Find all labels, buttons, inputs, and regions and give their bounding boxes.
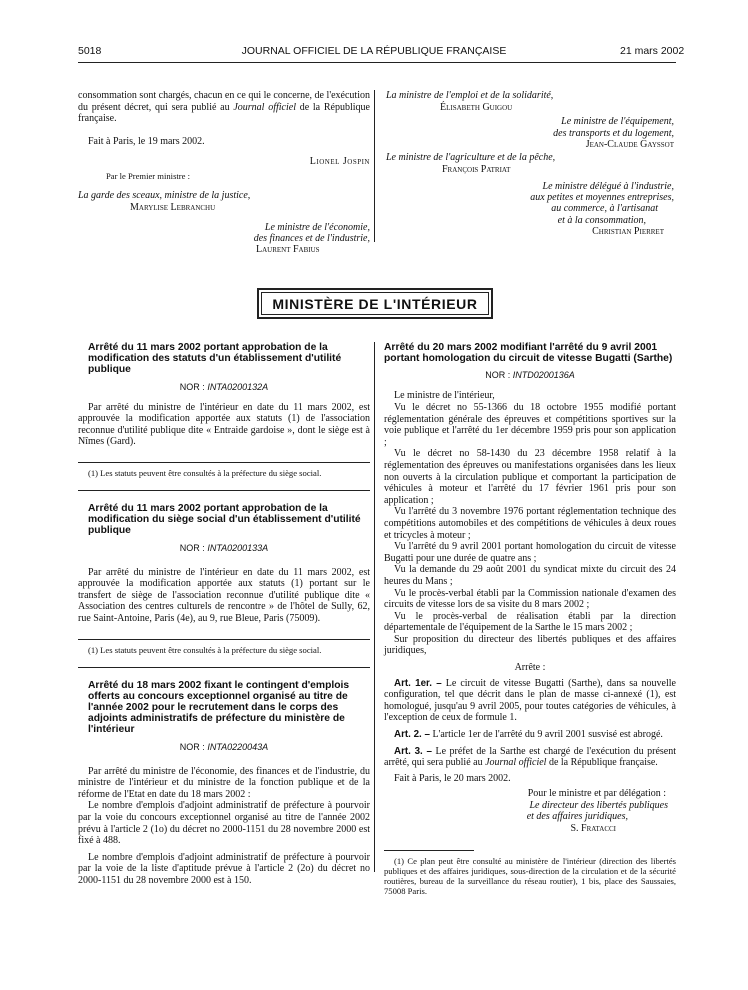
bugatti-vu-6: Vu le procès-verbal établi par la Commission nationale d'examen des circuits de vitesse lors de sa visite du 8 mars 2002 ; — [384, 587, 676, 611]
eco-name: Laurent Fabius — [256, 244, 320, 256]
bugatti-art-3: Art. 3. – Le préfet de la Sarthe est chargé de l'exécution du présent arrêté, qui sera publié au Journal officiel de la République française. — [384, 745, 677, 769]
emploi-name: Élisabeth Guigou — [440, 101, 513, 113]
bugatti-sig-3: et des affaires juridiques, — [526, 811, 628, 823]
bugatti-sig-2: Le directeur des libertés publiques — [529, 799, 668, 811]
arrete-1-text: Par arrêté du ministre de l'intérieur en date du 11 mars 2002, est approuvée la modification apportée aux statuts (1) de l'association reconnue d'utilité publique dite « Entraide gardoise », dont le siège est à Nîmes (Gard). — [78, 401, 370, 448]
arrete-3-text-3: Le nombre d'emplois d'adjoint administratif de préfecture à pourvoir par la voie de la liste d'aptitude prévue à l'article 2 (2o) du décret no 2000-1151 du 28 novembre 2000 est à 150. — [78, 851, 370, 886]
bugatti-vu-2: Vu le décret no 58-1430 du 23 décembre 1958 relatif à la réglementation des épreuves ou manifestations organisées dans les lieux non ouverts à la circulation publique et comportant la participation de véhicules à moteur et l'arrêté du 17 février 1961 pris pour son application ; — [384, 448, 676, 506]
bugatti-ministre: Le ministre de l'intérieur, — [394, 390, 495, 402]
bugatti-proposition: Sur proposition du directeur des libertés publiques et des affaires juridiques, — [384, 633, 676, 657]
header-date: 21 mars 2002 — [620, 45, 685, 57]
bugatti-arrete: Arrête : — [514, 662, 546, 674]
arrete-3-title: Arrêté du 18 mars 2002 fixant le contingent d'emplois offerts au concours exceptionnel organisé au titre de l'année 2002 pour le recrutement dans le corps des adjoints administratifs de préfecture du ministère de l'intérieur — [88, 679, 350, 736]
indus-title-3: au commerce, à l'artisanat — [551, 203, 658, 215]
arrete-bugatti-nor: NOR : INTD0200136A — [485, 370, 575, 381]
arrete-3-top-separator — [78, 667, 370, 668]
bugatti-vu-5: Vu la demande du 29 août 2001 du syndicat mixte du circuit des 24 heures du Mans ; — [384, 564, 676, 587]
bugatti-vu-1: Vu le décret no 55-1366 du 18 octobre 1955 modifié portant réglementation générale des épreuves et compétitions sportives sur la voie publique et l'arrêté du 1er décembre 1959 pris pour son application ; — [384, 402, 676, 448]
bugatti-vu-3: Vu l'arrêté du 3 novembre 1976 portant réglementation technique des compétitions automobiles et des compétitions de véhicules à deux roues et tricycles à moteur ; — [384, 506, 676, 541]
par-premier-ministre: Par le Premier ministre : — [106, 170, 191, 181]
arrete-2-nor: NOR : INTA0200133A — [179, 542, 269, 553]
arrete-2-title: Arrêté du 11 mars 2002 portant approbation de la modification du siège social d'un établissement d'utilité publique — [88, 502, 361, 537]
bugatti-footnote-rule — [384, 850, 474, 851]
journal-title: JOURNAL OFFICIEL DE LA RÉPUBLIQUE FRANÇAISE — [241, 45, 507, 57]
indus-name: Christian Pierret — [592, 226, 664, 238]
decree-closing-paragraph: consommation sont chargés, chacun en ce qui le concerne, de l'exécution du présent décret, qui sera publié au Journal officiel de la République française. — [78, 90, 370, 125]
arrete-2-footnote: (1) Les statuts peuvent être consultés à la préfecture du siège social. — [88, 644, 322, 655]
garde-sceaux-name: Marylise Lebranchu — [130, 201, 216, 213]
arrete-1-title: Arrêté du 11 mars 2002 portant approbation de la modification des statuts d'un établissement d'utilité publique — [88, 342, 342, 376]
ministry-heading: MINISTÈRE DE L'INTÉRIEUR — [261, 292, 489, 315]
left-column — [78, 342, 370, 887]
main-column-divider — [374, 342, 375, 872]
bugatti-sig-1: Pour le ministre et par délégation : — [527, 788, 666, 800]
arrete-1-footnote: (1) Les statuts peuvent être consultés à la préfecture du siège social. — [88, 467, 322, 478]
top-left-column — [78, 90, 370, 256]
right-column — [384, 342, 676, 896]
bugatti-footnote: (1) Ce plan peut être consulté au ministère de l'intérieur (direction des libertés publiques et des affaires juridiques, sous-direction de la circulation et de la sécurité routières, bureau de la surveillance du réseau routier), 1 bis, place des Saussaies, 75008 Paris. — [384, 856, 676, 897]
arrete-2-text: Par arrêté du ministre de l'intérieur en date du 11 mars 2002, est approuvée la modification apportée aux statuts (1) portant sur le transfert de siège de l'association reconnue d'utilité publique dite « Association des centres culturels de rencontre » de l'hôtel de Sully, 62, rue Saint-Antoine, Paris (4e), au 9, rue Bleue, Paris (75009). — [78, 566, 370, 624]
signer-jospin: Lionel Jospin — [309, 156, 370, 168]
indus-title-2: aux petites et moyennes entreprises, — [530, 192, 674, 203]
eco-title-2: des finances et de l'industrie, — [253, 232, 370, 244]
garde-sceaux-title: La garde des sceaux, ministre de la justice, — [78, 190, 251, 202]
fait-a-paris-1: Fait à Paris, le 19 mars 2002. — [88, 135, 205, 147]
emploi-title: La ministre de l'emploi et de la solidarité, — [386, 90, 554, 101]
top-right-column — [386, 90, 674, 238]
arrete-3-nor: NOR : INTA0220043A — [179, 741, 269, 752]
arrete-bugatti-title: Arrêté du 20 mars 2002 modifiant l'arrêté du 9 avril 2001 portant homologation du circuit de vitesse Bugatti (Sarthe) — [384, 342, 673, 365]
bugatti-art-1: Art. 1er. – Le circuit de vitesse Bugatti (Sarthe), dans sa nouvelle configuration, tel que décrit dans le plan de masse ci-annexé (1), est homologué, jusqu'au 9 avril 2005, pour toutes catégories de véhicules, à l'exception de ceux de formule 1. — [384, 677, 676, 724]
indus-title-1: Le ministre délégué à l'industrie, — [542, 180, 674, 192]
top-column-divider — [374, 90, 375, 242]
arrete-2-separator — [78, 639, 370, 640]
equip-title-1: Le ministre de l'équipement, — [561, 116, 674, 128]
arrete-3-text-1: Par arrêté du ministre de l'économie, des finances et de l'industrie, du ministre de l'intérieur et du ministre de la fonction publique et de la réforme de l'Etat en date du 18 mars 2002 : — [78, 765, 370, 800]
page-number: 5018 — [78, 45, 102, 57]
arrete-1-nor: NOR : INTA0200132A — [179, 381, 269, 392]
arrete-2-top-separator — [78, 490, 370, 491]
arrete-1-separator — [78, 462, 370, 463]
bugatti-vu-7: Vu le procès-verbal de réalisation établi par la direction départementale de l'équipement de la Sarthe le 15 mars 2002 ; — [384, 610, 676, 634]
arrete-3-text-2: Le nombre d'emplois d'adjoint administratif de préfecture à pourvoir par la voie du concours exceptionnel organisé au titre de l'année 2002 prévu à l'article 2 (1o) du décret no 2000-1151 du 28 novembre 2000 est fixé à 488. — [78, 800, 370, 847]
bugatti-fait: Fait à Paris, le 20 mars 2002. — [394, 772, 511, 784]
bugatti-vu-4: Vu l'arrêté du 9 avril 2001 portant homologation du circuit de vitesse Bugatti pour une durée de quatre ans ; — [384, 541, 676, 564]
agri-title: Le ministre de l'agriculture et de la pêche, — [386, 152, 556, 164]
equip-title-2: des transports et du logement, — [553, 127, 674, 139]
ministry-heading-box — [257, 288, 493, 319]
bugatti-sig-4: S. Fratacci — [570, 822, 616, 834]
equip-name: Jean-Claude Gayssot — [585, 139, 674, 150]
indus-title-4: et à la consommation, — [557, 214, 646, 226]
agri-name: François Patriat — [442, 164, 511, 175]
eco-title-1: Le ministre de l'économie, — [264, 221, 370, 233]
bugatti-art-2: Art. 2. – L'article 1er de l'arrêté du 9 avril 2001 susvisé est abrogé. — [394, 729, 663, 741]
header-rule — [78, 62, 676, 63]
